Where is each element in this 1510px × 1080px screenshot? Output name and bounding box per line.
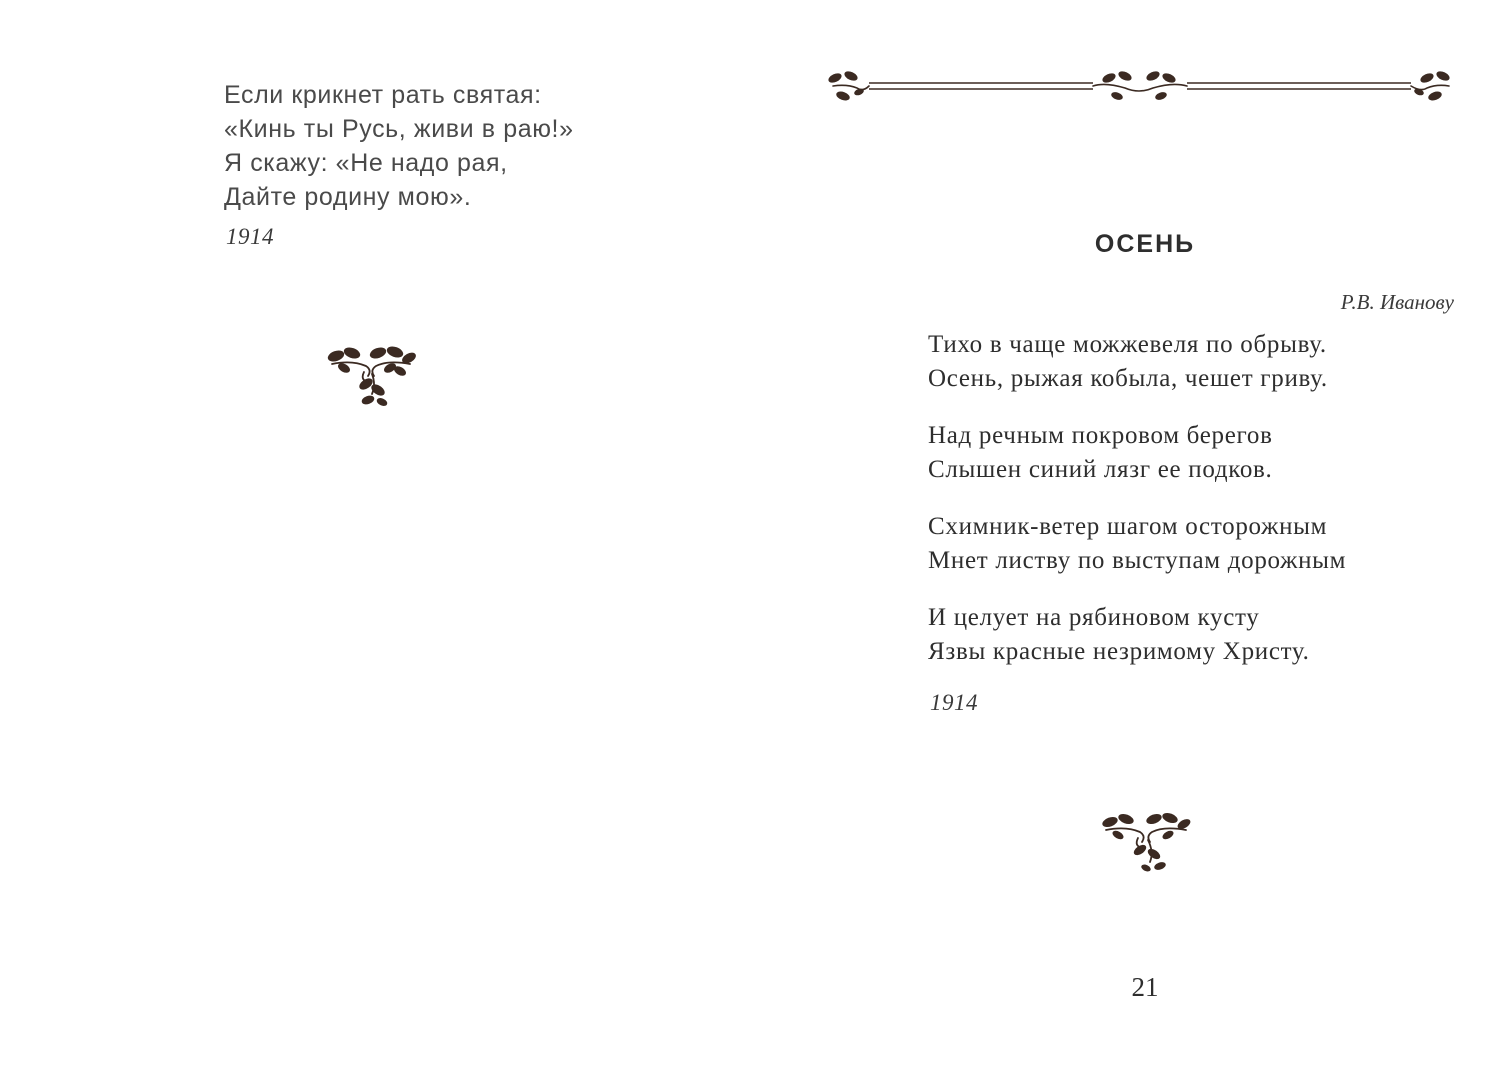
leaf-border-rule-icon xyxy=(825,66,1455,110)
poem-line: Тихо в чаще можжевеля по обрыву. xyxy=(928,331,1327,358)
page-number: 21 xyxy=(1131,972,1159,1002)
poem-line: Схимник-ветер шагом осторожным xyxy=(928,513,1328,540)
leaf-vignette-icon xyxy=(322,344,420,408)
poem-line: Если крикнет рать святая: xyxy=(224,81,542,109)
stanza xyxy=(928,601,1468,669)
poem-line: Мнет листву по выступам дорожным xyxy=(928,547,1347,574)
poem-dedication: Р.В. Иванову xyxy=(1340,290,1454,314)
poem-line: Осень, рыжая кобыла, чешет гриву. xyxy=(928,365,1328,392)
poem-body xyxy=(928,328,1468,692)
left-stanza xyxy=(224,78,684,214)
poem-line: Я скажу: «Не надо рая, xyxy=(224,149,508,177)
poem-line: Слышен синий лязг ее подков. xyxy=(928,456,1273,483)
poem-line: Дайте родину мою». xyxy=(224,183,472,211)
poem-year: 1914 xyxy=(226,224,274,249)
poem-title: ОСЕНЬ xyxy=(1094,230,1196,258)
stanza xyxy=(928,419,1468,487)
poem-line: «Кинь ты Русь, живи в раю!» xyxy=(224,115,574,143)
poem-line: Язвы красные незримому Христу. xyxy=(928,638,1310,665)
poem-year: 1914 xyxy=(930,690,978,715)
stanza xyxy=(928,328,1468,396)
stanza xyxy=(928,510,1468,578)
poem-line: И целует на рябиновом кусту xyxy=(928,604,1260,631)
leaf-vignette-icon xyxy=(1098,810,1194,874)
poem-line: Над речным покровом берегов xyxy=(928,422,1273,449)
